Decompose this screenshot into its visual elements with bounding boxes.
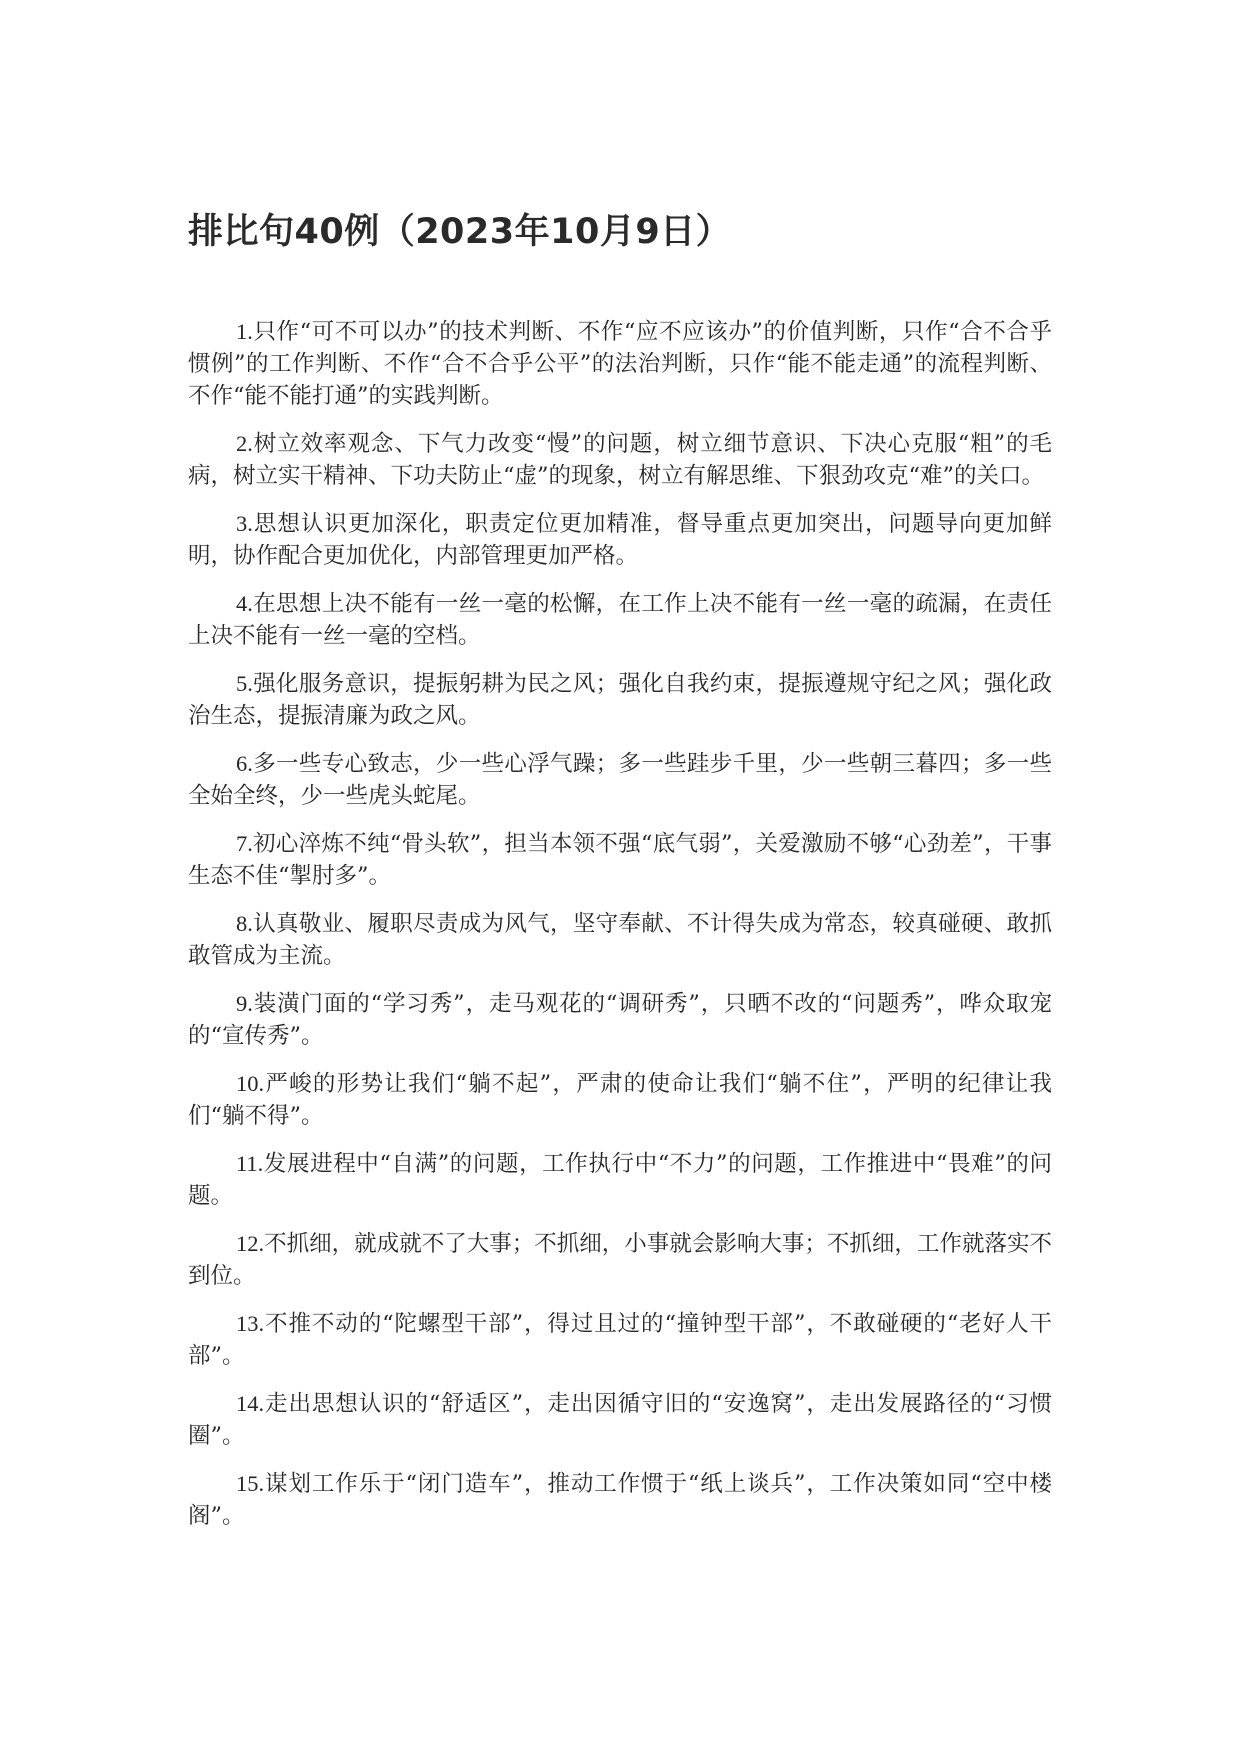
item-text: 只作“可不可以办”的技术判断、不作“应不应该办”的价值判断，只作“合不合乎惯例”的工作判断、不作“合不合乎公平”的法治判断，只作“能不能走通”的流程判断、不作“能不能打通”的实践判断。 bbox=[188, 319, 1052, 409]
item-text: 走出思想认识的“舒适区”，走出因循守旧的“安逸窝”，走出发展路径的“习惯圈”。 bbox=[188, 1391, 1052, 1449]
item-text: 发展进程中“自满”的问题，工作执行中“不力”的问题，工作推进中“畏难”的问题。 bbox=[188, 1151, 1052, 1209]
list-item bbox=[188, 508, 1052, 572]
list-item bbox=[188, 988, 1052, 1052]
item-number: 10. bbox=[236, 1071, 265, 1096]
item-number: 11. bbox=[236, 1151, 264, 1176]
item-number: 15. bbox=[236, 1471, 265, 1496]
item-number: 13. bbox=[236, 1311, 265, 1336]
item-number: 7. bbox=[236, 831, 253, 856]
list-item bbox=[188, 428, 1052, 492]
item-text: 严峻的形势让我们“躺不起”，严肃的使命让我们“躺不住”，严明的纪律让我们“躺不得”。 bbox=[188, 1071, 1052, 1129]
item-number: 9. bbox=[236, 991, 253, 1016]
sentence-list bbox=[188, 316, 1052, 1532]
item-text: 思想认识更加深化，职责定位更加精准，督导重点更加突出，问题导向更加鲜明，协作配合更加优化，内部管理更加严格。 bbox=[188, 511, 1052, 569]
item-text: 在思想上决不能有一丝一毫的松懈，在工作上决不能有一丝一毫的疏漏，在责任上决不能有一丝一毫的空档。 bbox=[188, 591, 1052, 649]
item-number: 2. bbox=[236, 431, 253, 456]
list-item bbox=[188, 316, 1052, 412]
list-item bbox=[188, 828, 1052, 892]
list-item bbox=[188, 1388, 1052, 1452]
item-number: 12. bbox=[236, 1231, 265, 1256]
item-number: 5. bbox=[236, 671, 253, 696]
list-item bbox=[188, 748, 1052, 812]
list-item bbox=[188, 1228, 1052, 1292]
list-item bbox=[188, 1308, 1052, 1372]
item-number: 6. bbox=[236, 751, 253, 776]
item-text: 认真敬业、履职尽责成为风气，坚守奉献、不计得失成为常态，较真碰硬、敢抓敢管成为主流。 bbox=[188, 911, 1052, 969]
item-number: 8. bbox=[236, 911, 253, 936]
list-item bbox=[188, 1068, 1052, 1132]
item-number: 3. bbox=[236, 511, 253, 536]
item-number: 4. bbox=[236, 591, 253, 616]
item-text: 多一些专心致志，少一些心浮气躁；多一些跬步千里，少一些朝三暮四；多一些全始全终，少一些虎头蛇尾。 bbox=[188, 751, 1052, 809]
list-item bbox=[188, 908, 1052, 972]
item-text: 强化服务意识，提振躬耕为民之风；强化自我约束，提振遵规守纪之风；强化政治生态，提振清廉为政之风。 bbox=[188, 671, 1052, 729]
item-number: 14. bbox=[236, 1391, 265, 1416]
list-item bbox=[188, 588, 1052, 652]
item-text: 不推不动的“陀螺型干部”，得过且过的“撞钟型干部”，不敢碰硬的“老好人干部”。 bbox=[188, 1311, 1052, 1369]
item-number: 1. bbox=[236, 319, 253, 344]
item-text: 树立效率观念、下气力改变“慢”的问题，树立细节意识、下决心克服“粗”的毛病，树立实干精神、下功夫防止“虚”的现象，树立有解思维、下狠劲攻克“难”的关口。 bbox=[188, 431, 1052, 489]
list-item bbox=[188, 1468, 1052, 1532]
list-item bbox=[188, 668, 1052, 732]
item-text: 初心淬炼不纯“骨头软”，担当本领不强“底气弱”，关爱激励不够“心劲差”，干事生态不佳“掣肘多”。 bbox=[188, 831, 1052, 889]
document-title: 排比句40例（2023年10月9日） bbox=[188, 212, 732, 252]
item-text: 装潢门面的“学习秀”，走马观花的“调研秀”，只晒不改的“问题秀”，哗众取宠的“宣传秀”。 bbox=[188, 991, 1052, 1049]
item-text: 不抓细，就成就不了大事；不抓细，小事就会影响大事；不抓细，工作就落实不到位。 bbox=[188, 1231, 1052, 1289]
document-page bbox=[188, 210, 1052, 1548]
item-text: 谋划工作乐于“闭门造车”，推动工作惯于“纸上谈兵”，工作决策如同“空中楼阁”。 bbox=[188, 1471, 1052, 1529]
list-item bbox=[188, 1148, 1052, 1212]
